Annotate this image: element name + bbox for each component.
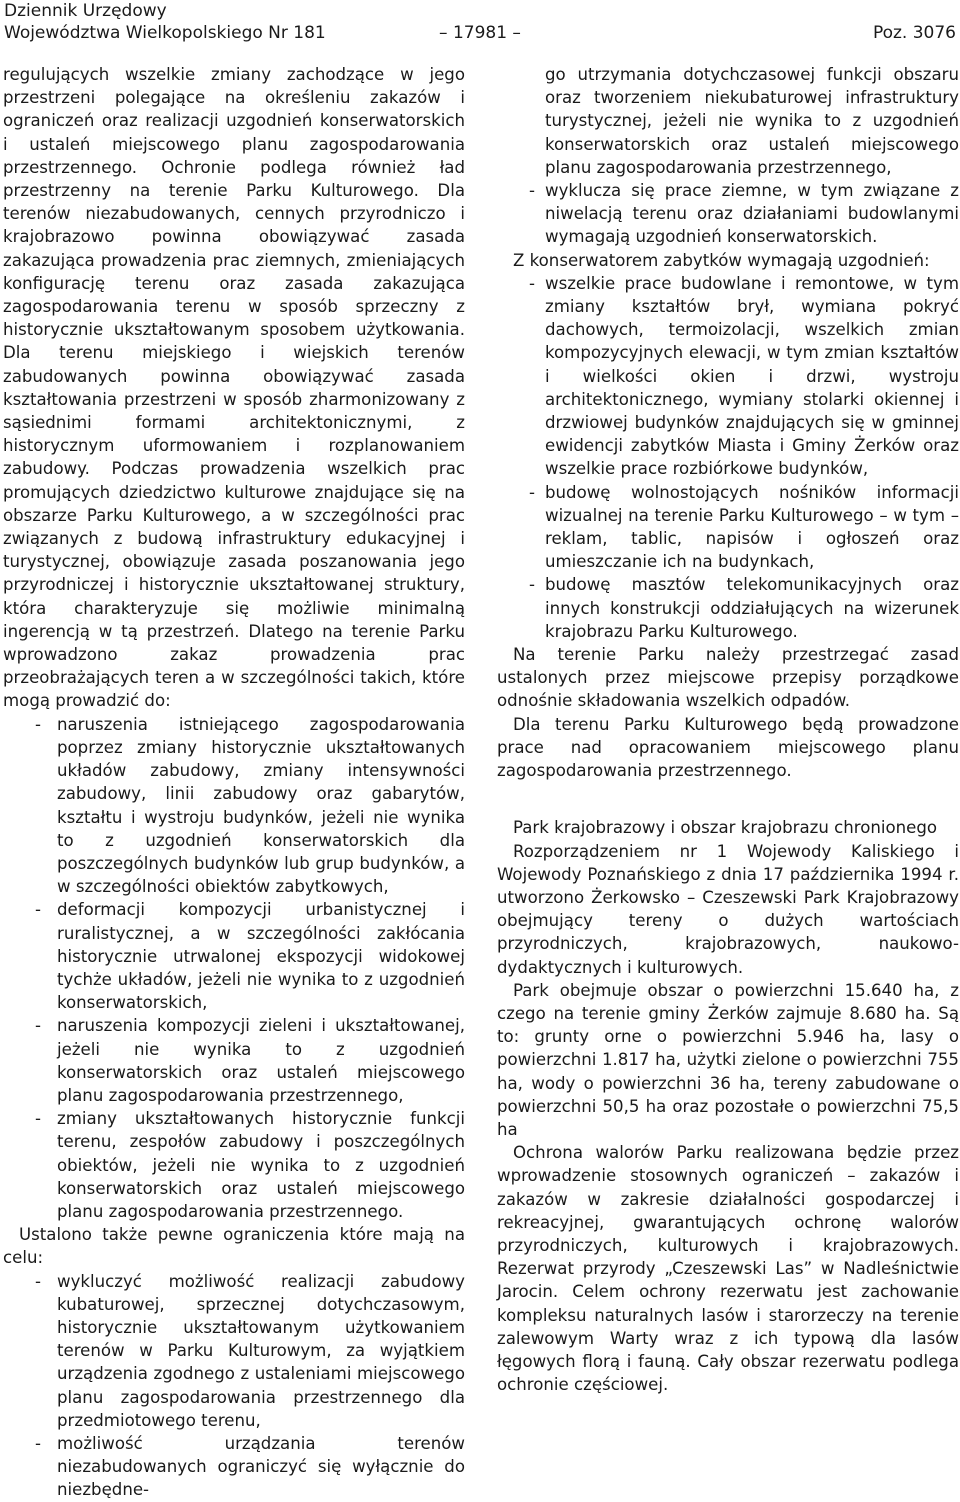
list-item: - zmiany ukształtowanych historycznie funkcji terenu, zespołów zabudowy i poszczególnych obiektów, jeżeli nie wynika to z uzgodnień konserwatorskich oraz ustaleń miejscowego planu zagospodarowania przestrzennego. xyxy=(3,1107,465,1223)
consultation-paragraph: Z konserwatorem zabytków wymagają uzgodnień: xyxy=(513,250,930,270)
left-column xyxy=(3,63,465,1502)
restrictions-list xyxy=(3,1270,465,1502)
prohibited-works-list xyxy=(3,713,465,1223)
right-column xyxy=(497,63,959,1396)
list-item: - deformacji kompozycji urbanistycznej i ruralistycznej, a w szczególności zakłócania historycznie utrwalonej ekspozycji widokowej tychże układów, jeżeli nie wynika to z uzgodnień konserwatorskich, xyxy=(3,898,465,1014)
section-heading: Park krajobrazowy i obszar krajobrazu chronionego xyxy=(513,818,938,838)
list-item: - wyklucza się prace ziemne, w tym związane z niwelacją terenu oraz działaniami budowlanymi wymagają uzgodnień konserwatorskich. xyxy=(497,179,959,249)
list-item: - wszelkie prace budowlane i remontowe, w tym zmiany kształtów brył, wymiana pokryć dachowych, termoizolacji, wszelkich zmian kompozycyjnych elewacji, w tym zmian kształtów i wielkości okien i drzwi, wystroju architektonicznego, wymiany stolarki okiennej i drzwiowej budynków znajdujących się w gminnej ewidencji zabytków Miasta i Gminy Żerków oraz wszelkie prace rozbiórkowe budynków, xyxy=(497,272,959,481)
intro-paragraph: regulujących wszelkie zmiany zachodzące w jego przestrzeni polegające na określeniu zakazów i ograniczeń oraz realizacji uzgodnień konserwatorskich i ustaleń miejscowego planu zagospodarowania przestrzennego. Ochronie podlega również ład przestrzenny na terenie Parku Kulturowego. Dla terenów niezabudowanych, cennych przyrodniczo i krajobrazowo powinna obowiązywać zasada zakazująca prowadzenia prac ziemnych, zmieniających konfigurację terenu oraz zasada zakazująca zagospodarowania terenu w sposób sprzeczny z historycznie ukształtowanym sposobem użytkowania. Dla terenu miejskiego i wiejskich terenów zabudowanych powinna obowiązywać zasada kształtowania przestrzeni w sposób zharmonizowany z sąsiednimi formami architektonicznymi, z historycznym uformowaniem i rozplanowaniem zabudowy. Podczas prowadzenia wszelkich prac promujących dziedzictwo kulturowe znajdujące się na obszarze Parku Kulturowego, a w szczególności prac związanych z budową infrastruktury edukacyjnej i turystycznej, obowiązuje zasada poszanowania jego przyrodniczej i historycznie ukształtowanej struktury, która charakteryzuje się możliwie minimalną ingerencją w tą przestrzeń. Dlatego na terenie Parku wprowadzono zakaz prowadzenia prac przeobrażających teren a w szczególności takich, które mogą prowadzić do: xyxy=(3,65,465,711)
page-number: – 17981 – xyxy=(439,23,521,43)
continuation-text: go utrzymania dotychczasowej funkcji obszaru oraz tworzeniem niekubaturowej infrastruktury turystycznej, jeżeli nie wynika to z uzgodnień konserwatorskich oraz ustaleń miejscowego planu zagospodarowania przestrzennego, xyxy=(545,65,959,177)
list-item: - możliwość urządzania terenów niezabudowanych ograniczyć się wyłącznie do niezbędne- xyxy=(3,1432,465,1502)
decree-paragraph: Rozporządzeniem nr 1 Wojewody Kaliskiego i Wojewody Poznańskiego z dnia 17 października 1994 r. utworzono Żerkowsko – Czeszewski Park Krajobrazowy obejmujący tereny o dużych wartościach przyrodniczych, krajobrazowych, naukowo-dydaktycznych i kulturowych. xyxy=(497,841,959,977)
list-item: - wykluczyć możliwość realizacji zabudowy kubaturowej, sprzecznej dotychczasowym, historycznie ukształtowanym użytkowaniem terenów w Parku Kulturowym, za wyjątkiem urządzenia zgodnego z ustaleniami miejscowego planu zagospodarowania przestrzennego dla przedmiotowego terenu, xyxy=(3,1270,465,1432)
list-item: - budowę masztów telekomunikacyjnych oraz innych konstrukcji oddziałujących na wizerunek krajobrazu Parku Kulturowego. xyxy=(497,573,959,643)
list-item: - budowę wolnostojących nośników informacji wizualnej na terenie Parku Kulturowego – w tym – reklam, tablic, napisów i ogłoszeń oraz umieszczanie ich na budynkach, xyxy=(497,481,959,574)
consultation-list xyxy=(497,272,959,643)
regulations-paragraph: Na terenie Parku należy przestrzegać zasad ustalonych przez miejscowe przepisy porządkowe odnośnie składowania wszelkich odpadów. xyxy=(497,645,959,711)
earthworks-list xyxy=(497,179,959,249)
protection-paragraph: Ochrona walorów Parku realizowana będzie przez wprowadzenie stosownych ograniczeń – zakazów i zakazów w zakresie działalności gospodarczej i rekreacyjnej, gwarantujących ochronę walorów przyrodniczych, kulturowych i krajobrazowych. Rezerwat przyrody „Czeszewski Las” w Nadleśnictwie Jarocin. Celem ochrony rezerwatu jest zachowanie kompleksu naturalnych lasów i starorzeczy na terenie zalewowym Warty wraz z ich typową dla lasów łęgowych florą i fauną. Cały obszar rezerwatu podlega ochronie częściowej. xyxy=(497,1143,959,1395)
area-paragraph: Park obejmuje obszar o powierzchni 15.640 ha, z czego na terenie gminy Żerków zajmuje 8.680 ha. Są to: grunty orne o powierzchni 5.946 ha, lasy o powierzchni 1.817 ha, użytki zielone o powierzchni 755 ha, wody o powierzchni 36 ha, tereny zabudowane o powierzchni 50,5 ha oraz pozostałe o powierzchni 75,5 ha xyxy=(497,980,959,1139)
page-header xyxy=(4,0,956,44)
voivodeship-issue: Województwa Wielkopolskiego Nr 181 xyxy=(4,23,326,43)
publication-title: Dziennik Urzędowy xyxy=(4,1,167,21)
planning-paragraph: Dla terenu Parku Kulturowego będą prowadzone prace nad opracowaniem miejscowego planu zagospodarowania przestrzennego. xyxy=(497,714,959,781)
position-number: Poz. 3076 xyxy=(872,23,956,43)
list-item: - naruszenia istniejącego zagospodarowania poprzez zmiany historycznie ukształtowanych układów zabudowy, zmiany intensywności zabudowy, linii zabudowy oraz gabarytów, kształtu i wystroju budynków, jeżeli nie wynika to z uzgodnień konserwatorskich dla poszczególnych budynków lub grup budynków, a w szczególności obiektów zabytkowych, xyxy=(3,713,465,899)
list-item: - naruszenia kompozycji zieleni i ukształtowanej, jeżeli nie wynika to z uzgodnień konserwatorskich oraz ustaleń miejscowego planu zagospodarowania przestrzennego, xyxy=(3,1014,465,1107)
restrictions-paragraph: Ustalono także pewne ograniczenia które mają na celu: xyxy=(3,1225,465,1268)
